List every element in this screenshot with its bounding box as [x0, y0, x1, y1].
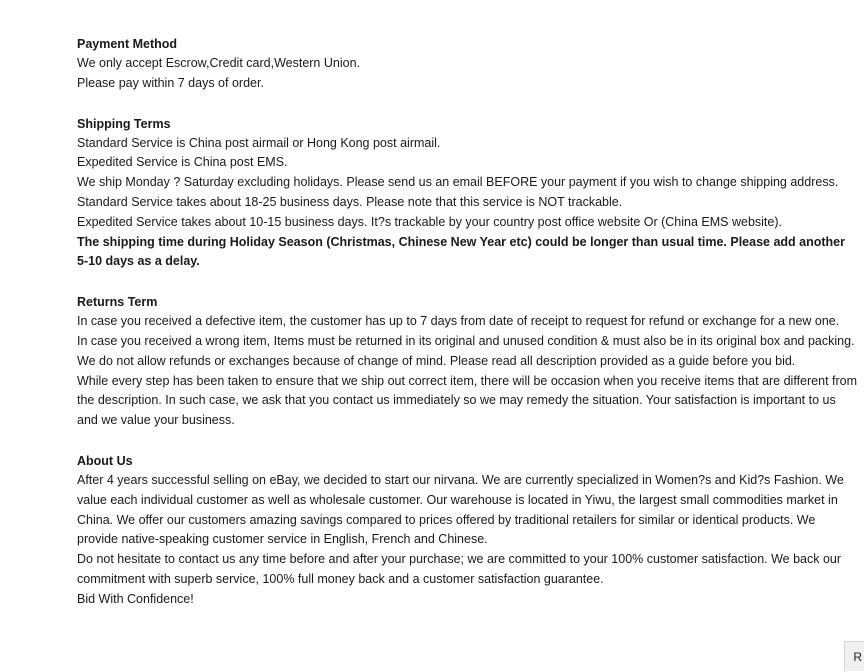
shipping-line: Standard Service is China post airmail or Hong Kong post airmail. — [77, 135, 441, 150]
about-line: After 4 years successful selling on eBay, we decided to start our nirvana. We are currently specialized in Women?s and Kid?s Fashion. We value each individual customer as well as wholesale customer. Our warehouse is located in Yiwu, the largest small commodities market in China. We offer our customers amazing savings compared to prices offered by traditional retailers for similar or identical products. We provide native-speaking customer service in English, French and Chinese. — [77, 472, 844, 547]
shipping-section — [77, 114, 859, 273]
payment-line: We only accept Escrow,Credit card,Western Union. — [77, 56, 360, 70]
policy-content — [77, 34, 859, 630]
about-line: Bid With Confidence! — [77, 591, 194, 606]
payment-title: Payment Method — [77, 37, 178, 51]
shipping-line: Standard Service takes about 18-25 business days. Please note that this service is NOT trackable. — [77, 194, 623, 209]
returns-line: In case you received a defective item, the customer has up to 7 days from date of receipt to request for refund or exchange for a new one. — [77, 314, 840, 329]
returns-line: While every step has been taken to ensure that we ship out correct item, there will be occasion when you receive items that are different from the description. In such case, we ask that you contact us immediately so we may remedy the situation. Your satisfaction is important to us and we value your business. — [77, 373, 858, 428]
returns-line: In case you received a wrong item, Items must be returned in its original and unused condition & must also be in its original box and packing. — [77, 333, 855, 348]
returns-title: Returns Term — [77, 295, 158, 310]
shipping-holiday-note: The shipping time during Holiday Season (Christmas, Chinese New Year etc) could be longer than usual time. Please add another 5-10 days as a delay. — [77, 234, 845, 269]
about-title: About Us — [77, 453, 133, 468]
about-section — [77, 451, 859, 610]
about-line: Do not hesitate to contact us any time before and after your purchase; we are committed to your 100% customer satisfaction. We back our commitment with superb service, 100% full money back and a customer satisfaction guarantee. — [77, 552, 842, 586]
shipping-line: Expedited Service takes about 10-15 business days. It?s trackable by your country post office website Or (China EMS website). — [77, 214, 782, 229]
payment-line: Please pay within 7 days of order. — [77, 75, 264, 90]
shipping-line: Expedited Service is China post EMS. — [77, 155, 288, 170]
returns-section — [77, 292, 859, 431]
shipping-line: We ship Monday ? Saturday excluding holidays. Please send us an email BEFORE your payment if you wish to change shipping address. — [77, 175, 839, 190]
payment-section — [77, 34, 859, 94]
returns-line: We do not allow refunds or exchanges because of change of mind. Please read all description provided as a guide before you bid. — [77, 353, 796, 368]
corner-button-label: R — [853, 650, 862, 664]
corner-button[interactable] — [844, 641, 864, 671]
shipping-title: Shipping Terms — [77, 116, 171, 131]
